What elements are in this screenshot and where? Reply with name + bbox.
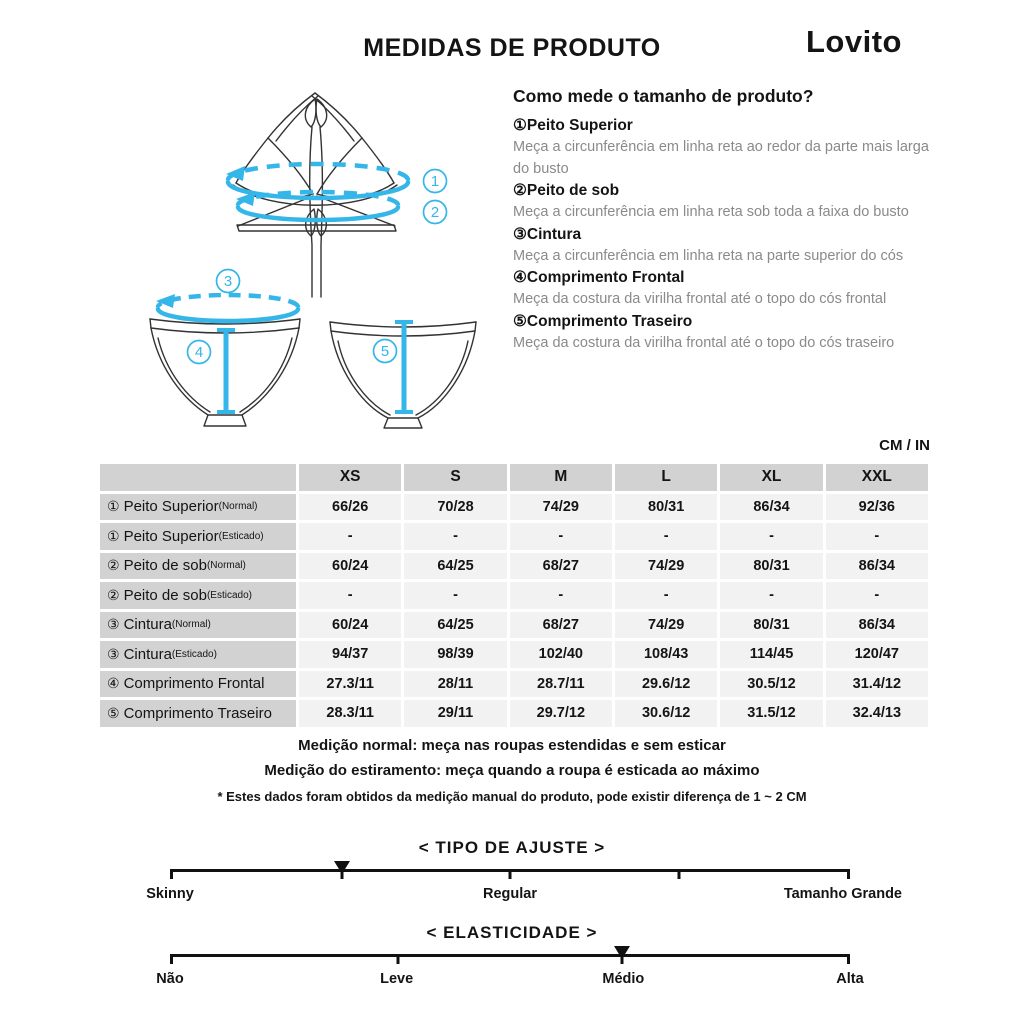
size-value-cell: 29.7/12 [510,700,612,727]
size-value-cell: - [510,523,612,550]
note-normal: Medição normal: meça nas roupas estendidas e sem esticar [298,737,726,754]
size-value-cell: 86/34 [720,494,822,521]
scale-label: Leve [380,971,414,987]
callout-5 [374,340,397,363]
size-col-header: L [615,464,717,491]
guide-item-desc: Meça a circunferência em linha reta ao redor da parte mais larga do busto [513,139,929,177]
guide-item-desc: Meça a circunferência em linha reta na parte superior do cós [513,247,904,264]
elasticity-marker-icon [614,946,630,959]
size-value-cell: 74/29 [615,612,717,639]
size-value-cell: 27.3/11 [299,671,401,698]
guide-item-title [513,115,933,137]
elasticity-scale [0,923,1024,1003]
scale-label: Médio [602,971,645,987]
size-value-cell: 114/45 [720,641,822,668]
note-disclaimer: * Estes dados foram obtidos da medição manual do produto, pode existir diferença de 1 ~ 2 CM [217,789,807,804]
size-col-header: M [510,464,612,491]
size-value-cell: 32.4/13 [826,700,928,727]
size-value-cell: 28.3/11 [299,700,401,727]
measurement-guides [156,164,413,412]
row-sub: (Normal) [171,619,211,631]
size-value-cell: 94/37 [299,641,401,668]
size-value-cell: - [510,582,612,609]
measurement-illustration [80,75,500,435]
scale-label: Não [156,971,184,987]
size-col-header: XL [720,464,822,491]
size-value-cell: - [826,523,928,550]
size-value-cell: - [826,582,928,609]
size-value-cell: 29.6/12 [615,671,717,698]
row-name: Cintura [123,645,172,663]
size-value-cell: 70/28 [404,494,506,521]
size-col-header: S [404,464,506,491]
tick [509,872,512,879]
row-name: Peito Superior [123,498,219,516]
tick [396,957,399,964]
size-value-cell: 29/11 [404,700,506,727]
row-number: ③ [107,645,120,662]
size-value-cell: 102/40 [510,641,612,668]
guide-item-title [513,224,933,246]
measuring-guide [513,86,933,354]
size-value-cell: 92/36 [826,494,928,521]
fit-type-track [170,869,850,879]
elasticity-labels [156,971,864,991]
size-value-cell: 28.7/11 [510,671,612,698]
guide-item-title [513,180,933,202]
callout-3 [217,270,240,293]
tick [677,872,680,879]
row-sub: (Esticado) [218,530,264,542]
size-value-cell: 74/29 [615,553,717,580]
size-value-cell: 68/27 [510,612,612,639]
size-value-cell: 31.4/12 [826,671,928,698]
guide-item-number: ② [513,182,527,199]
size-value-cell: 120/47 [826,641,928,668]
size-value-cell: - [404,582,506,609]
fit-type-labels [146,886,902,906]
guide-item-number: ⑤ [513,312,527,330]
page-title: MEDIDAS DE PRODUTO [363,34,661,62]
size-value-cell: 108/43 [615,641,717,668]
measurement-notes [0,733,1024,804]
guide-item-desc: Meça da costura da virilha frontal até o topo do cós traseiro [513,334,895,351]
size-value-cell: 80/31 [720,612,822,639]
elasticity-track [170,954,850,964]
row-sub: (Esticado) [206,589,252,601]
size-value-cell: 60/24 [299,553,401,580]
guide-item-name: Cintura [526,225,582,243]
note-stretch: Medição do estiramento: meça quando a roupa é esticada ao máximo [264,762,760,779]
row-name: Peito de sob [123,586,207,604]
row-label [100,612,296,639]
svg-text:4: 4 [194,344,204,361]
guide-item-title [513,311,933,333]
row-number: ① [107,498,120,515]
svg-text:1: 1 [430,173,440,190]
row-label [100,553,296,580]
scale-label: Skinny [146,886,194,902]
guide-item-desc: Meça da costura da virilha frontal até o topo do cós frontal [513,291,887,307]
guide-item-name: Comprimento Frontal [526,269,685,286]
size-value-cell: 80/31 [720,553,822,580]
size-value-cell: 64/25 [404,612,506,639]
row-label [100,494,296,521]
row-name: Comprimento Traseiro [123,704,272,722]
svg-text:5: 5 [380,343,390,360]
guide-item-name: Peito de sob [526,182,620,199]
size-col-header: XS [299,464,401,491]
size-value-cell: 30.5/12 [720,671,822,698]
size-value-cell: 60/24 [299,612,401,639]
size-table [100,464,928,727]
size-value-cell: - [615,582,717,609]
scale-label: Regular [483,886,537,902]
row-sub: (Normal) [218,501,258,513]
row-number: ④ [107,675,120,692]
size-value-cell: - [404,523,506,550]
row-number: ⑤ [107,704,120,721]
size-value-cell: 74/29 [510,494,612,521]
fit-type-scale [0,838,1024,918]
scale-label: Tamanho Grande [783,886,902,902]
guide-item [513,180,933,224]
guide-heading: Como mede o tamanho de produto? [513,86,814,106]
size-value-cell: - [299,582,401,609]
guide-item-title [513,267,933,289]
row-number: ① [107,527,120,544]
size-value-cell: 28/11 [404,671,506,698]
callout-4 [188,341,211,364]
guide-item [513,115,933,180]
guide-item-name: Comprimento Traseiro [526,312,693,330]
row-label [100,523,296,550]
size-value-cell: - [720,582,822,609]
fit-type-marker-icon [334,861,350,874]
size-value-cell: 86/34 [826,612,928,639]
size-value-cell: - [299,523,401,550]
fit-type-title: < TIPO DE AJUSTE > [418,838,606,857]
row-name: Comprimento Frontal [123,675,265,693]
row-name: Peito de sob [123,557,207,575]
guide-item-number: ③ [513,225,527,243]
guide-item [513,311,933,355]
callout-1 [424,170,447,193]
row-label [100,641,296,668]
size-value-cell: 98/39 [404,641,506,668]
row-label [100,700,296,727]
row-label [100,582,296,609]
row-number: ③ [107,616,120,633]
guide-item-desc: Meça a circunferência em linha reta sob toda a faixa do busto [513,204,909,220]
row-number: ② [107,557,120,574]
size-value-cell: 86/34 [826,553,928,580]
svg-text:3: 3 [223,273,233,290]
size-value-cell: 64/25 [404,553,506,580]
guide-item [513,267,933,311]
guide-item [513,224,933,268]
brand-logo: Lovito [806,24,902,59]
size-value-cell: - [720,523,822,550]
guide-item-number: ① [513,117,527,134]
row-sub: (Esticado) [171,648,217,660]
size-value-cell: 68/27 [510,553,612,580]
row-number: ② [107,586,120,603]
size-value-cell: - [615,523,717,550]
elasticity-title: < ELASTICIDADE > [426,923,598,942]
size-value-cell: 31.5/12 [720,700,822,727]
callout-2 [424,201,447,224]
guide-item-number: ④ [513,269,527,286]
scale-label: Alta [836,971,864,987]
guide-item-name: Peito Superior [526,117,633,134]
size-value-cell: 80/31 [615,494,717,521]
size-col-header: XXL [826,464,928,491]
row-label [100,671,296,698]
unit-label: CM / IN [879,437,930,454]
size-value-cell: 66/26 [299,494,401,521]
row-sub: (Normal) [206,560,246,572]
row-name: Cintura [123,616,172,634]
size-value-cell: 30.6/12 [615,700,717,727]
svg-text:2: 2 [430,204,440,221]
row-name: Peito Superior [123,527,219,545]
table-corner-cell [100,464,296,491]
